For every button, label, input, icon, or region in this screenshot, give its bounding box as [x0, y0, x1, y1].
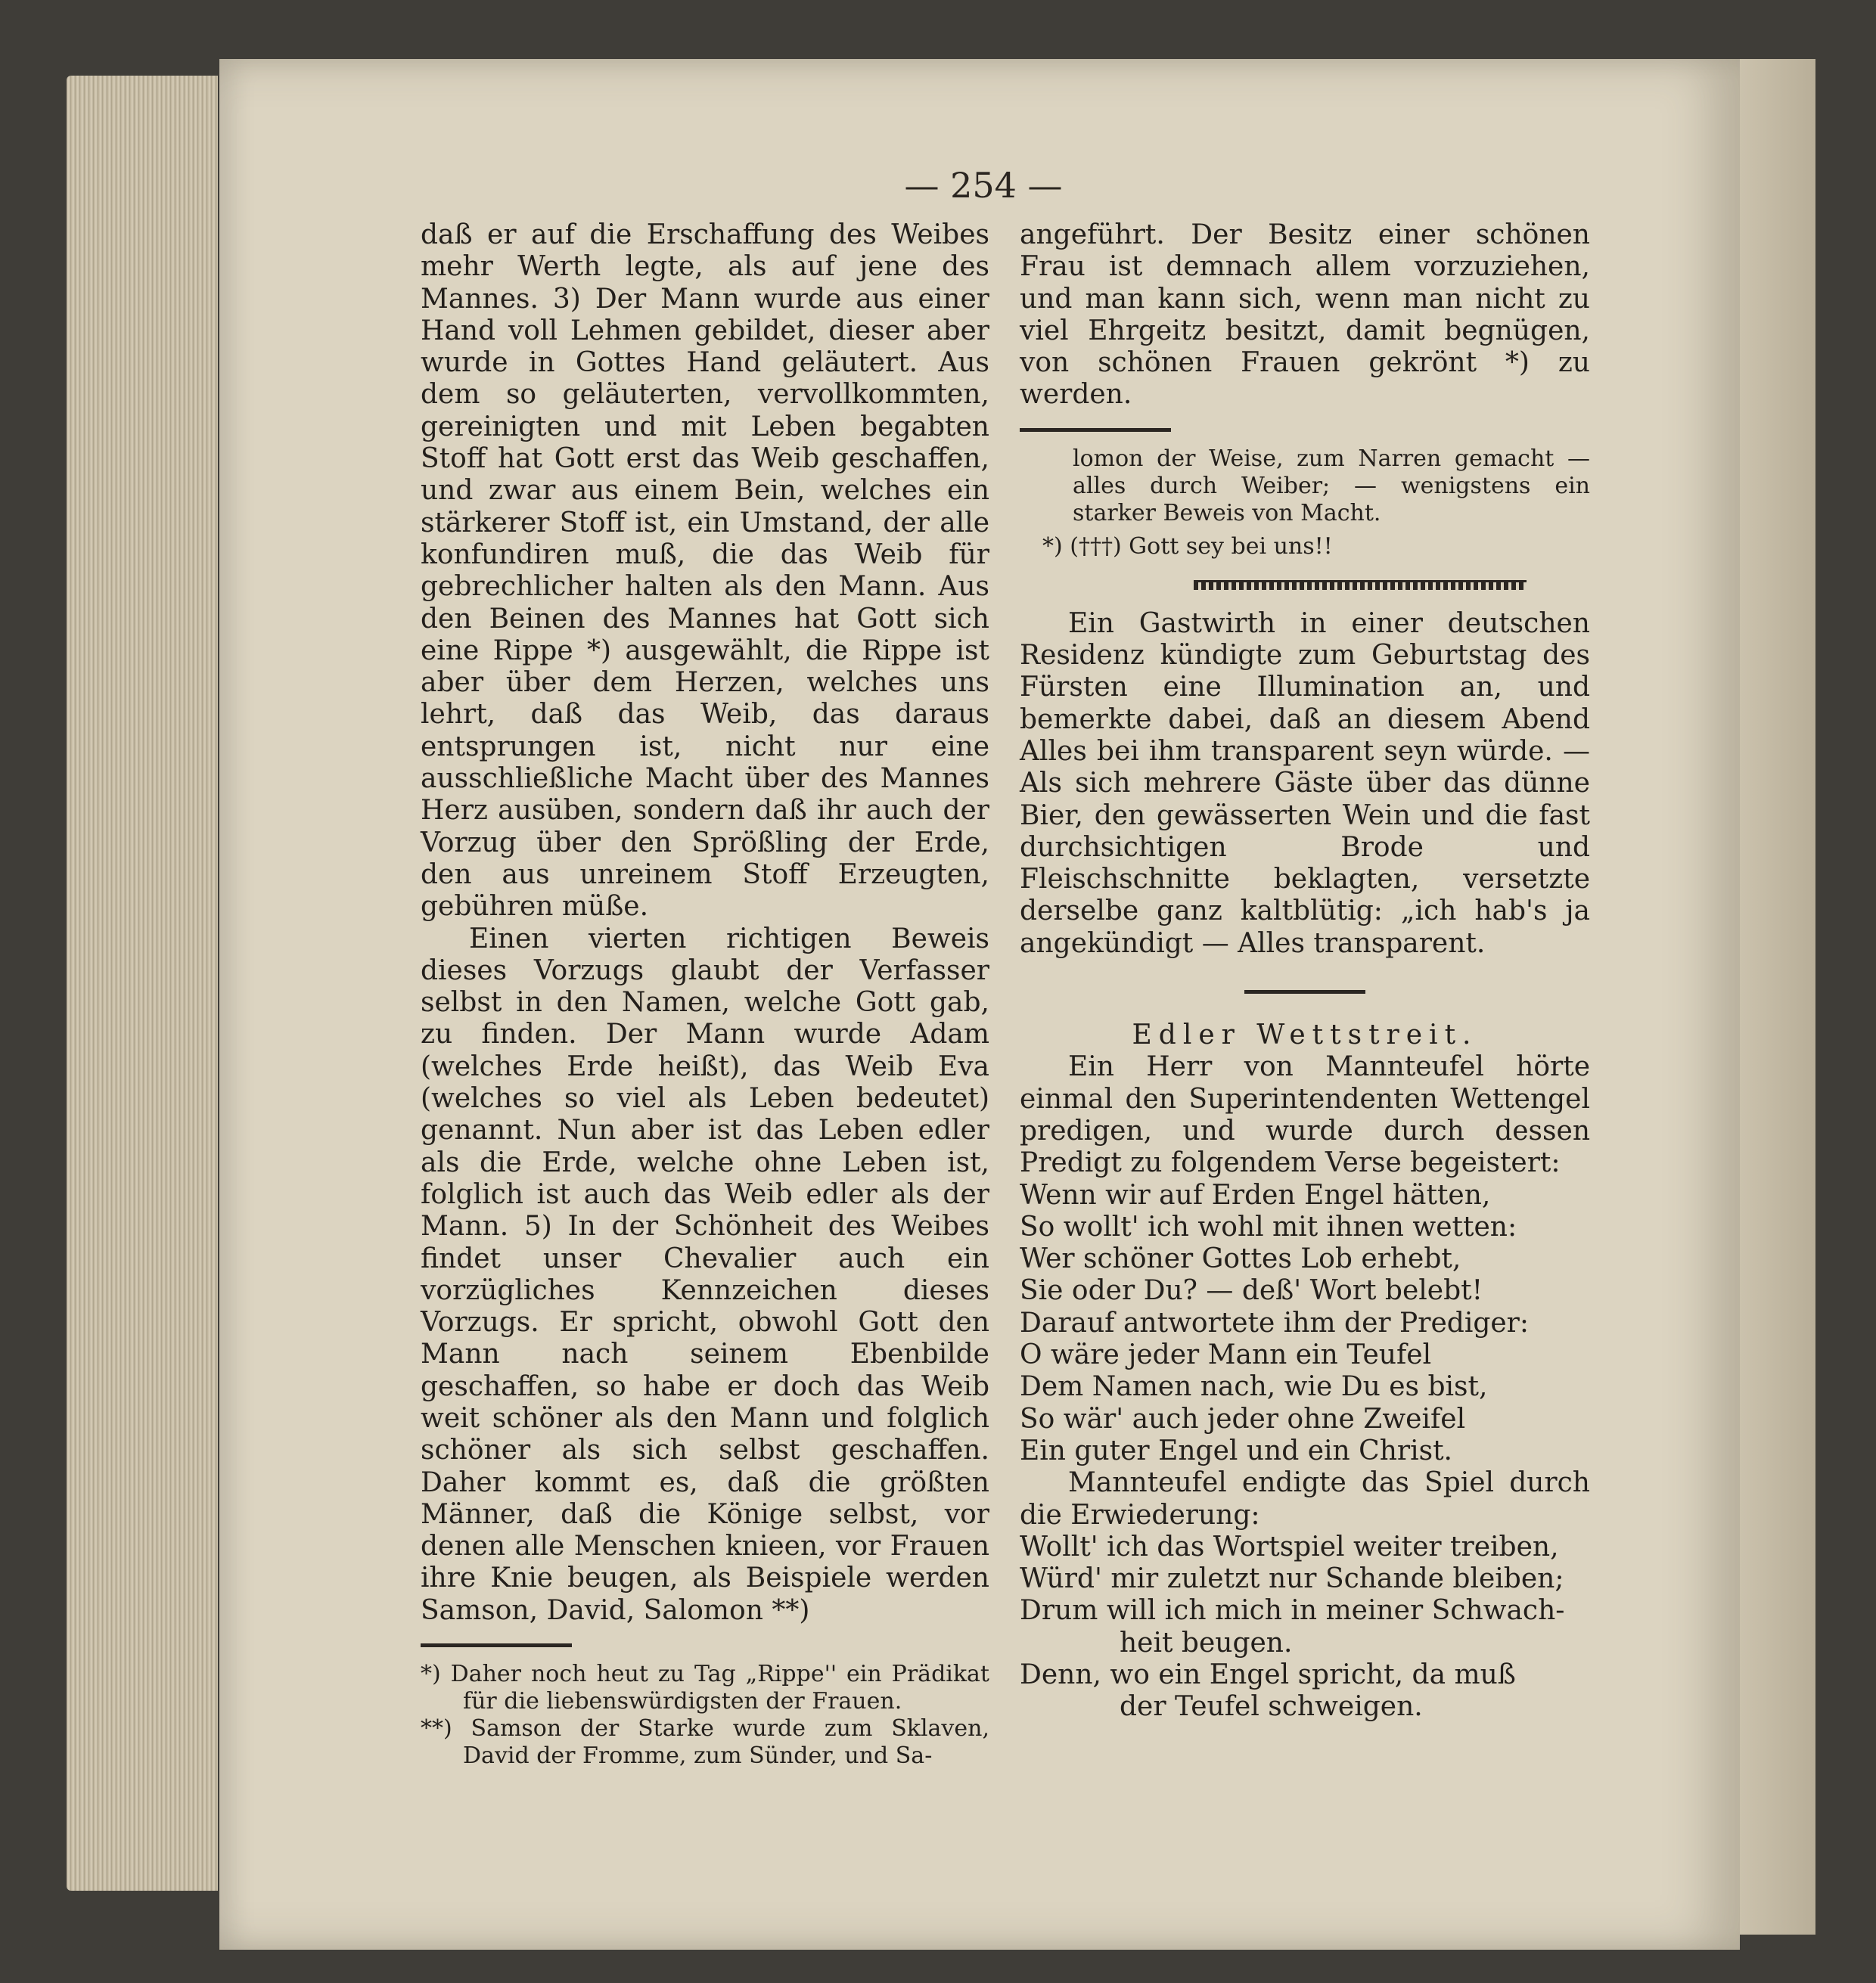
verse-line: Wenn wir auf Erden Engel hätten,	[1020, 1179, 1491, 1211]
verse-line: So wär' auch jeder ohne Zweifel	[1020, 1403, 1466, 1435]
page-edges	[67, 76, 218, 1891]
right-column	[1020, 219, 1590, 1724]
footnote-rippe: *) Daher noch heut zu Tag „Rippe'' ein Prädikat für die liebenswürdigsten der Frauen.	[421, 1661, 989, 1715]
left-paragraph-1: daß er auf die Erschaffung des Weibes mehr Werth legte, als auf jene des Mannes. 3) Der Mann wurde aus einer Hand voll Lehmen gebildet, dieser aber wurde in Gottes Hand geläutert. Aus dem so geläuterten, vervollkommten, gereinigten und mit Leben begabten Stoff hat Gott erst das Weib geschaffen, und zwar aus einem Bein, welches ein stärkerer Stoff ist, ein Umstand, der alle konfundiren muß, die das Weib für gebrechlicher halten als den Mann. Aus den Beinen des Mannes hat Gott sich eine Rippe *) ausgewählt, die Rippe ist aber über dem Herzen, welches uns lehrt, daß das Weib, das daraus entsprungen ist, nicht nur eine ausschließliche Macht über des Mannes Herz ausüben, sondern daß ihr auch der Vorzug über den Sprößling der Erde, den aus unreinem Stoff Erzeugten, gebühren müße.	[421, 219, 989, 923]
page-number: — 254 —	[904, 165, 1063, 206]
verse-line: Würd' mir zuletzt nur Schande bleiben;	[1020, 1563, 1564, 1595]
verse-line: Dem Namen nach, wie Du es bist,	[1020, 1371, 1488, 1403]
verse-line: Ein guter Engel und ein Christ.	[1020, 1435, 1452, 1466]
left-column	[421, 219, 989, 1770]
final-intro: Mannteufel endigte das Spiel durch die Erwiederung:	[1020, 1467, 1590, 1531]
verse-line: Drum will ich mich in meiner Schwach-	[1020, 1595, 1565, 1627]
story-intro: Ein Herr von Mannteufel hörte einmal den Superintendenten Wettengel predigen, und wurde durch dessen Predigt zu folgendem Verse begeistert:	[1020, 1051, 1590, 1179]
footnote-salomon: lomon der Weise, zum Narren gemacht — alles durch Weiber; — wenigstens ein starker Beweis von Macht.	[1073, 445, 1590, 526]
right-intro: angeführt. Der Besitz einer schönen Frau ist demnach allem vorzuziehen, und man kann sich, wenn man nicht zu viel Ehrgeitz besitzt, damit begnügen, von schönen Frauen gekrönt *) zu werden.	[1020, 219, 1590, 411]
verse-line: Denn, wo ein Engel spricht, da muß	[1020, 1659, 1516, 1690]
verse-line: heit beugen.	[1120, 1627, 1293, 1659]
verse-line: Sie oder Du? — deß' Wort belebt!	[1020, 1275, 1483, 1307]
footnote-samson: **) Samson der Starke wurde zum Sklaven, David der Fromme, zum Sünder, und Sa-	[421, 1715, 989, 1770]
verse-line: So wollt' ich wohl mit ihnen wetten:	[1020, 1211, 1517, 1243]
ornamental-divider	[1194, 580, 1527, 590]
section-divider	[1244, 990, 1365, 994]
section-heading: Edler Wettstreit.	[1132, 1019, 1478, 1051]
footnote-divider	[421, 1643, 572, 1647]
verse-line: der Teufel schweigen.	[1120, 1691, 1423, 1723]
anecdote-gastwirth: Ein Gastwirth in einer deutschen Residenz kündigte zum Geburtstag des Fürsten eine Illumination an, und bemerkte dabei, daß an diesem Abend Alles bei ihm transparent seyn würde. — Als sich mehrere Gäste über das dünne Bier, den gewässerten Wein und die fast durchsichtigen Brode und Fleischschnitte beklagten, versetzte derselbe ganz kaltblütig: „ich hab's ja angekündigt — Alles transparent.	[1020, 607, 1590, 959]
footnote-gott: *) (†††) Gott sey bei uns!!	[1042, 532, 1333, 560]
reply-intro: Darauf antwortete ihm der Prediger:	[1020, 1307, 1530, 1339]
left-paragraph-2: Einen vierten richtigen Beweis dieses Vorzugs glaubt der Verfasser selbst in den Namen, welche Gott gab, zu finden. Der Mann wurde Adam (welches Erde heißt), das Weib Eva (welches so viel als Leben bedeutet) genannt. Nun aber ist das Leben edler als die Erde, welche ohne Leben ist, folglich ist auch das Weib edler als der Mann. 5) In der Schönheit des Weibes findet unser Chevalier auch ein vorzügliches Kennzeichen dieses Vorzugs. Er spricht, obwohl Gott den Mann nach seinem Ebenbilde geschaffen, so habe er doch das Weib weit schöner als den Mann und folglich schöner als sich selbst geschaffen. Daher kommt es, daß die größten Männer, daß die Könige selbst, vor denen alle Menschen knieen, vor Frauen ihre Knie beugen, als Beispiele werden Samson, David, Salomon **)	[421, 923, 989, 1626]
verse-line: Wollt' ich das Wortspiel weiter treiben,	[1020, 1531, 1559, 1563]
verse-line: Wer schöner Gottes Lob erhebt,	[1020, 1243, 1461, 1275]
verse-line: O wäre jeder Mann ein Teufel	[1020, 1339, 1432, 1371]
footnote-divider	[1020, 428, 1171, 432]
